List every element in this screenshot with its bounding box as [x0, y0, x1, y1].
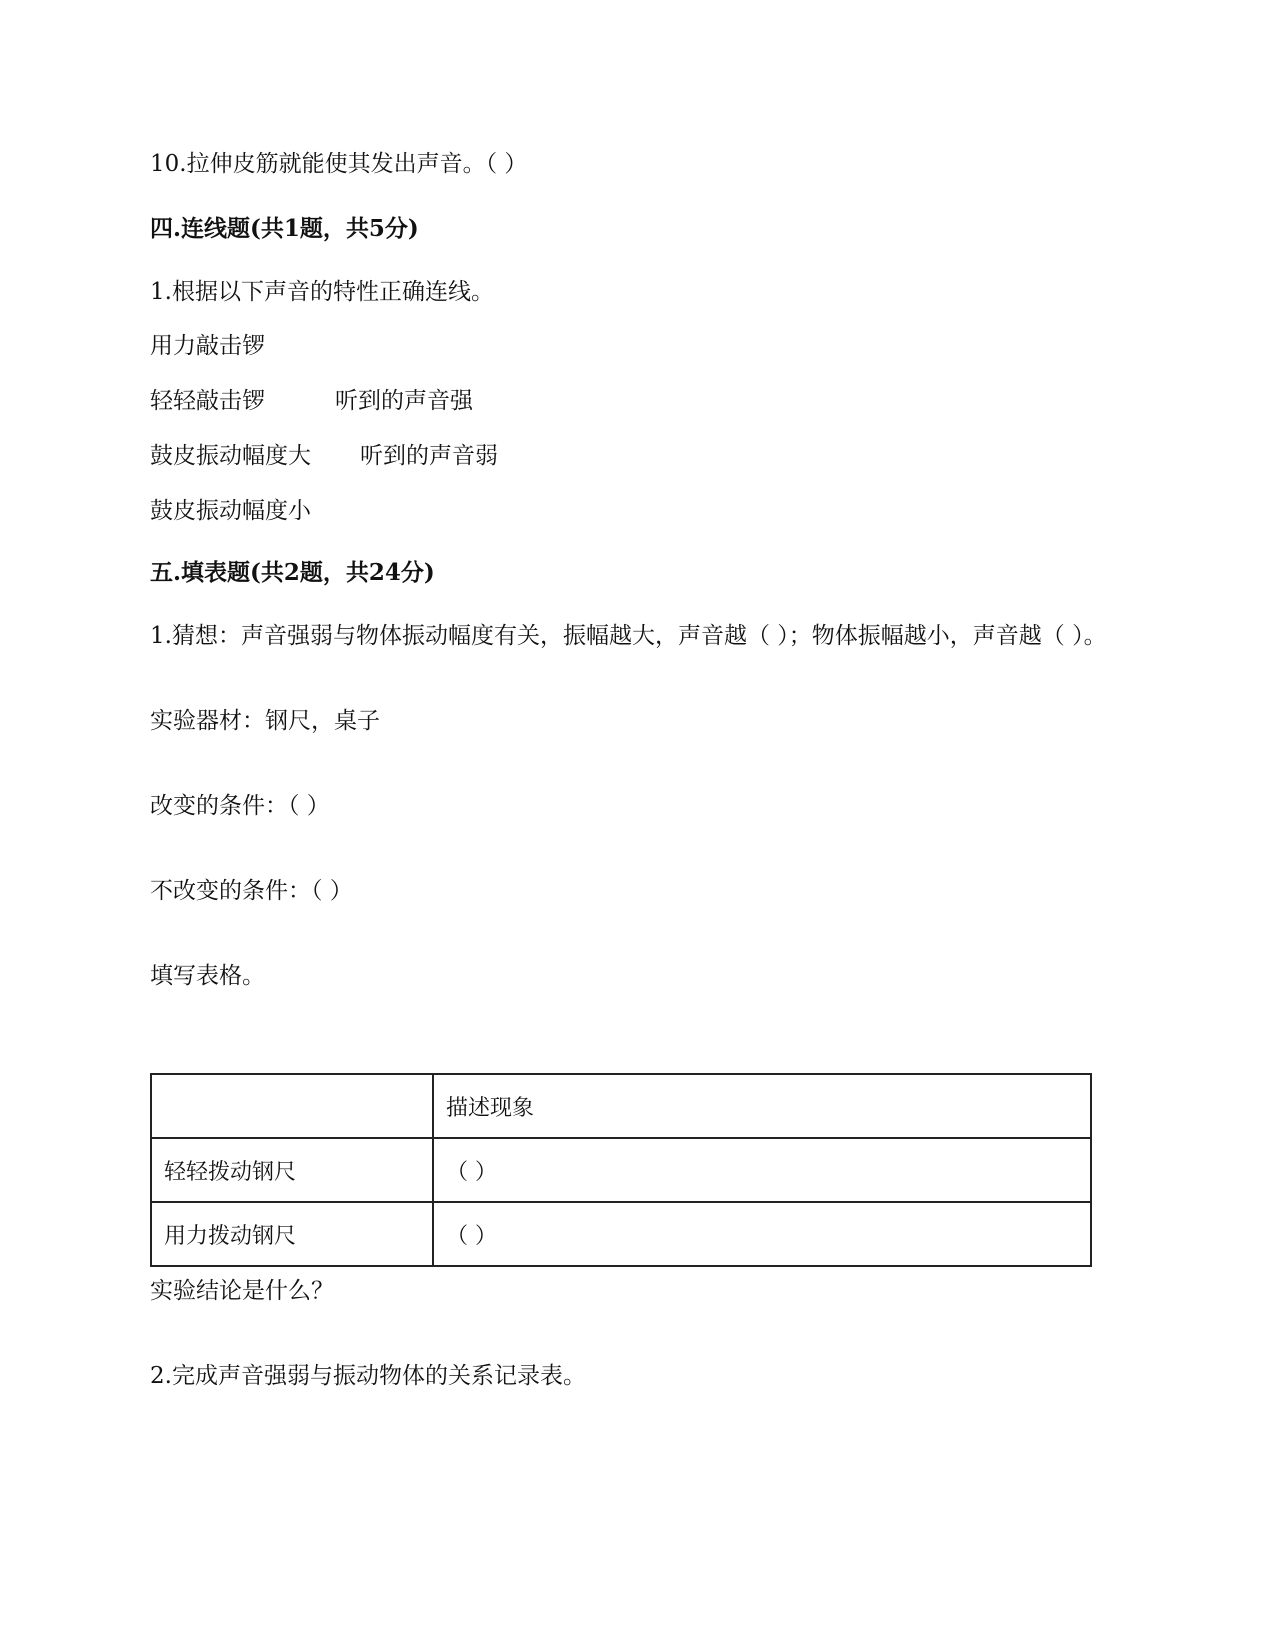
table-cell: （ ）	[433, 1138, 1091, 1202]
table-row	[151, 1138, 1091, 1202]
section-4-question-1: 1.根据以下声音的特性正确连线。	[150, 279, 494, 305]
changed-condition: 改变的条件：（ ）	[150, 793, 330, 819]
matching-left-item: 鼓皮振动幅度大	[150, 443, 311, 469]
experiment-materials: 实验器材：钢尺，桌子	[150, 708, 380, 734]
matching-right-item: 听到的声音弱	[360, 443, 498, 469]
section-5-heading: 五.填表题(共2题，共24分)	[150, 559, 435, 586]
observation-table	[150, 1073, 1092, 1267]
table-header-cell	[151, 1074, 433, 1138]
matching-left-item: 鼓皮振动幅度小	[150, 498, 311, 524]
table-header-cell: 描述现象	[433, 1074, 1091, 1138]
matching-left-item: 轻轻敲击锣	[150, 388, 265, 414]
fill-table-instruction: 填写表格。	[150, 963, 265, 989]
section-4-heading: 四.连线题(共1题，共5分)	[150, 215, 419, 242]
section-5-question-1-guess: 1.猜想：声音强弱与物体振动幅度有关，振幅越大，声音越（ ）；物体振幅越小，声音越（ ）。	[150, 623, 1107, 649]
table-cell: 用力拨动钢尺	[151, 1202, 433, 1266]
table-cell: （ ）	[433, 1202, 1091, 1266]
matching-right-item: 听到的声音强	[335, 388, 473, 414]
question-10: 10.拉伸皮筋就能使其发出声音。（ ）	[150, 151, 528, 177]
table-cell: 轻轻拨动钢尺	[151, 1138, 433, 1202]
section-5-question-2: 2.完成声音强弱与振动物体的关系记录表。	[150, 1363, 586, 1389]
table-row	[151, 1202, 1091, 1266]
table-header-row	[151, 1074, 1091, 1138]
experiment-conclusion: 实验结论是什么？	[150, 1278, 334, 1304]
matching-left-item: 用力敲击锣	[150, 333, 265, 359]
unchanged-condition: 不改变的条件：（ ）	[150, 878, 353, 904]
